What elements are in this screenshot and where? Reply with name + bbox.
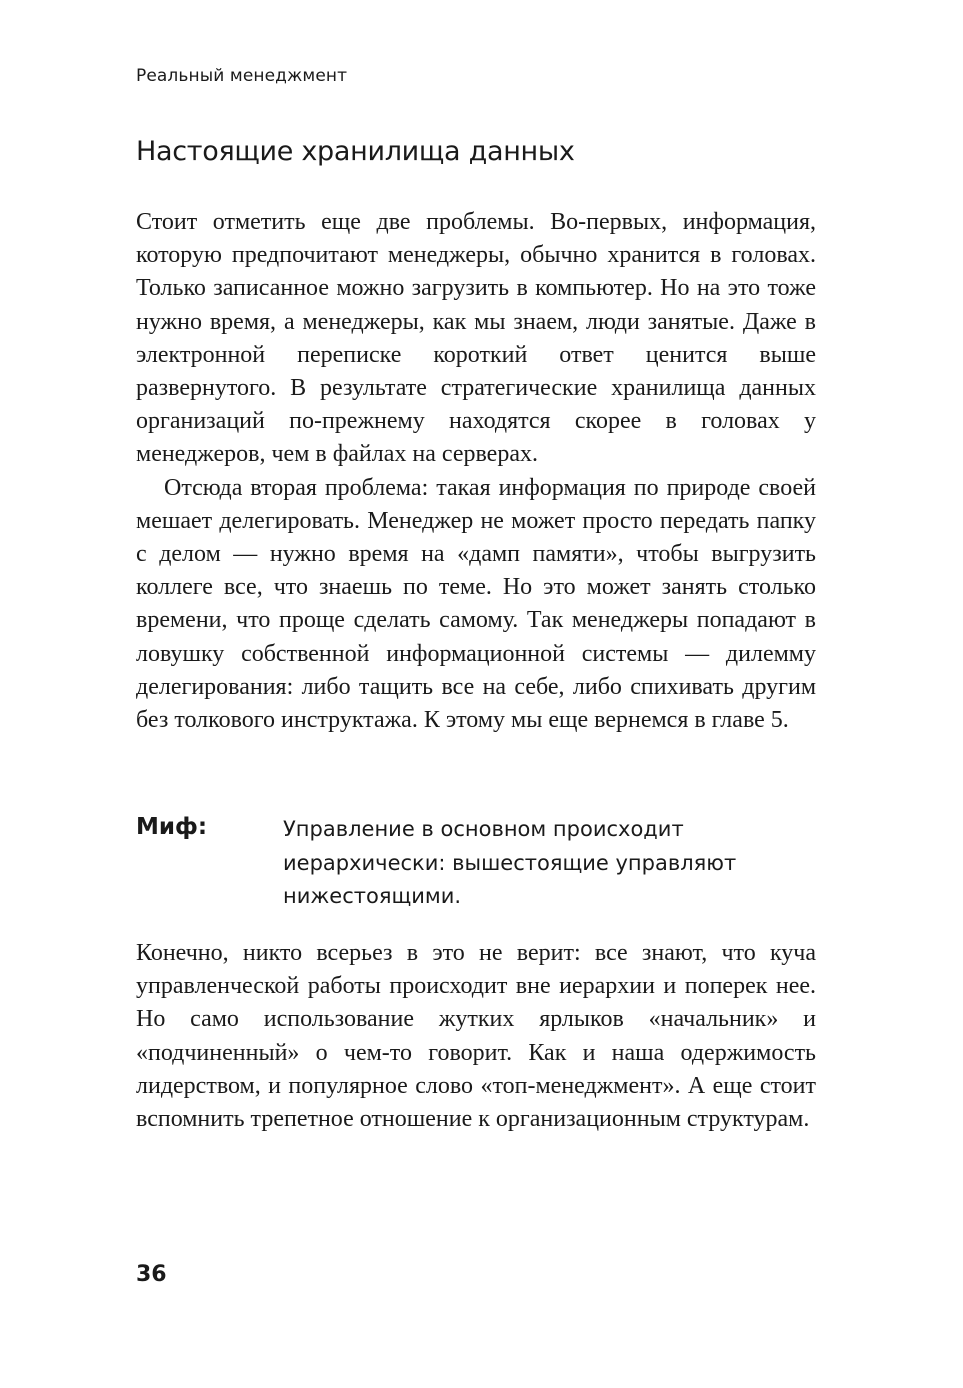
body-text-block-1	[136, 206, 816, 737]
paragraph-1: Стоит отметить еще две проблемы. Во-первых, информация, которую предпочитают менеджеры, обычно хранится в головах. Только записанное можно загрузить в компьютер. Но на это тоже нужно время, а менеджеры, как мы знаем, люди занятые. Даже в электронной переписке короткий ответ ценится выше развернутого. В результате стратегические хранилища данных организаций по-прежнему находятся скорее в головах у менеджеров, чем в файлах на серверах.	[136, 209, 816, 468]
section-title: Настоящие хранилища данных	[136, 136, 575, 167]
running-head: Реальный менеджмент	[136, 66, 348, 86]
paragraph-2: Отсюда вторая проблема: такая информация по природе своей мешает делегировать. Менеджер не может просто передать папку с делом — нужно время на «дамп памяти», чтобы выгрузить коллеге все, что знаешь по теме. Но это может занять столько времени, что проще сделать самому. Так менеджеры попадают в ловушку собственной информационной системы — дилемму делегирования: либо тащить все на себе, либо спихивать другим без толкового инструктажа. К этому мы еще вернемся в главе 5.	[136, 474, 816, 734]
page-number: 36	[136, 1262, 167, 1287]
body-text-block-2	[136, 937, 816, 1136]
myth-text: Управление в основном происходит иерархически: вышестоящие управляют нижестоящими.	[283, 817, 737, 908]
myth-label: Миф:	[136, 814, 208, 840]
paragraph-3: Конечно, никто всерьез в это не верит: все знают, что куча управленческой работы происходит вне иерархии и поперек нее. Но само использование жутких ярлыков «начальник» и «подчиненный» о чем-то говорит. Как и наша одержимость лидерством, и популярное слово «топ-менеджмент». А еще стоит вспомнить трепетное отношение к организационным структурам.	[136, 940, 816, 1133]
